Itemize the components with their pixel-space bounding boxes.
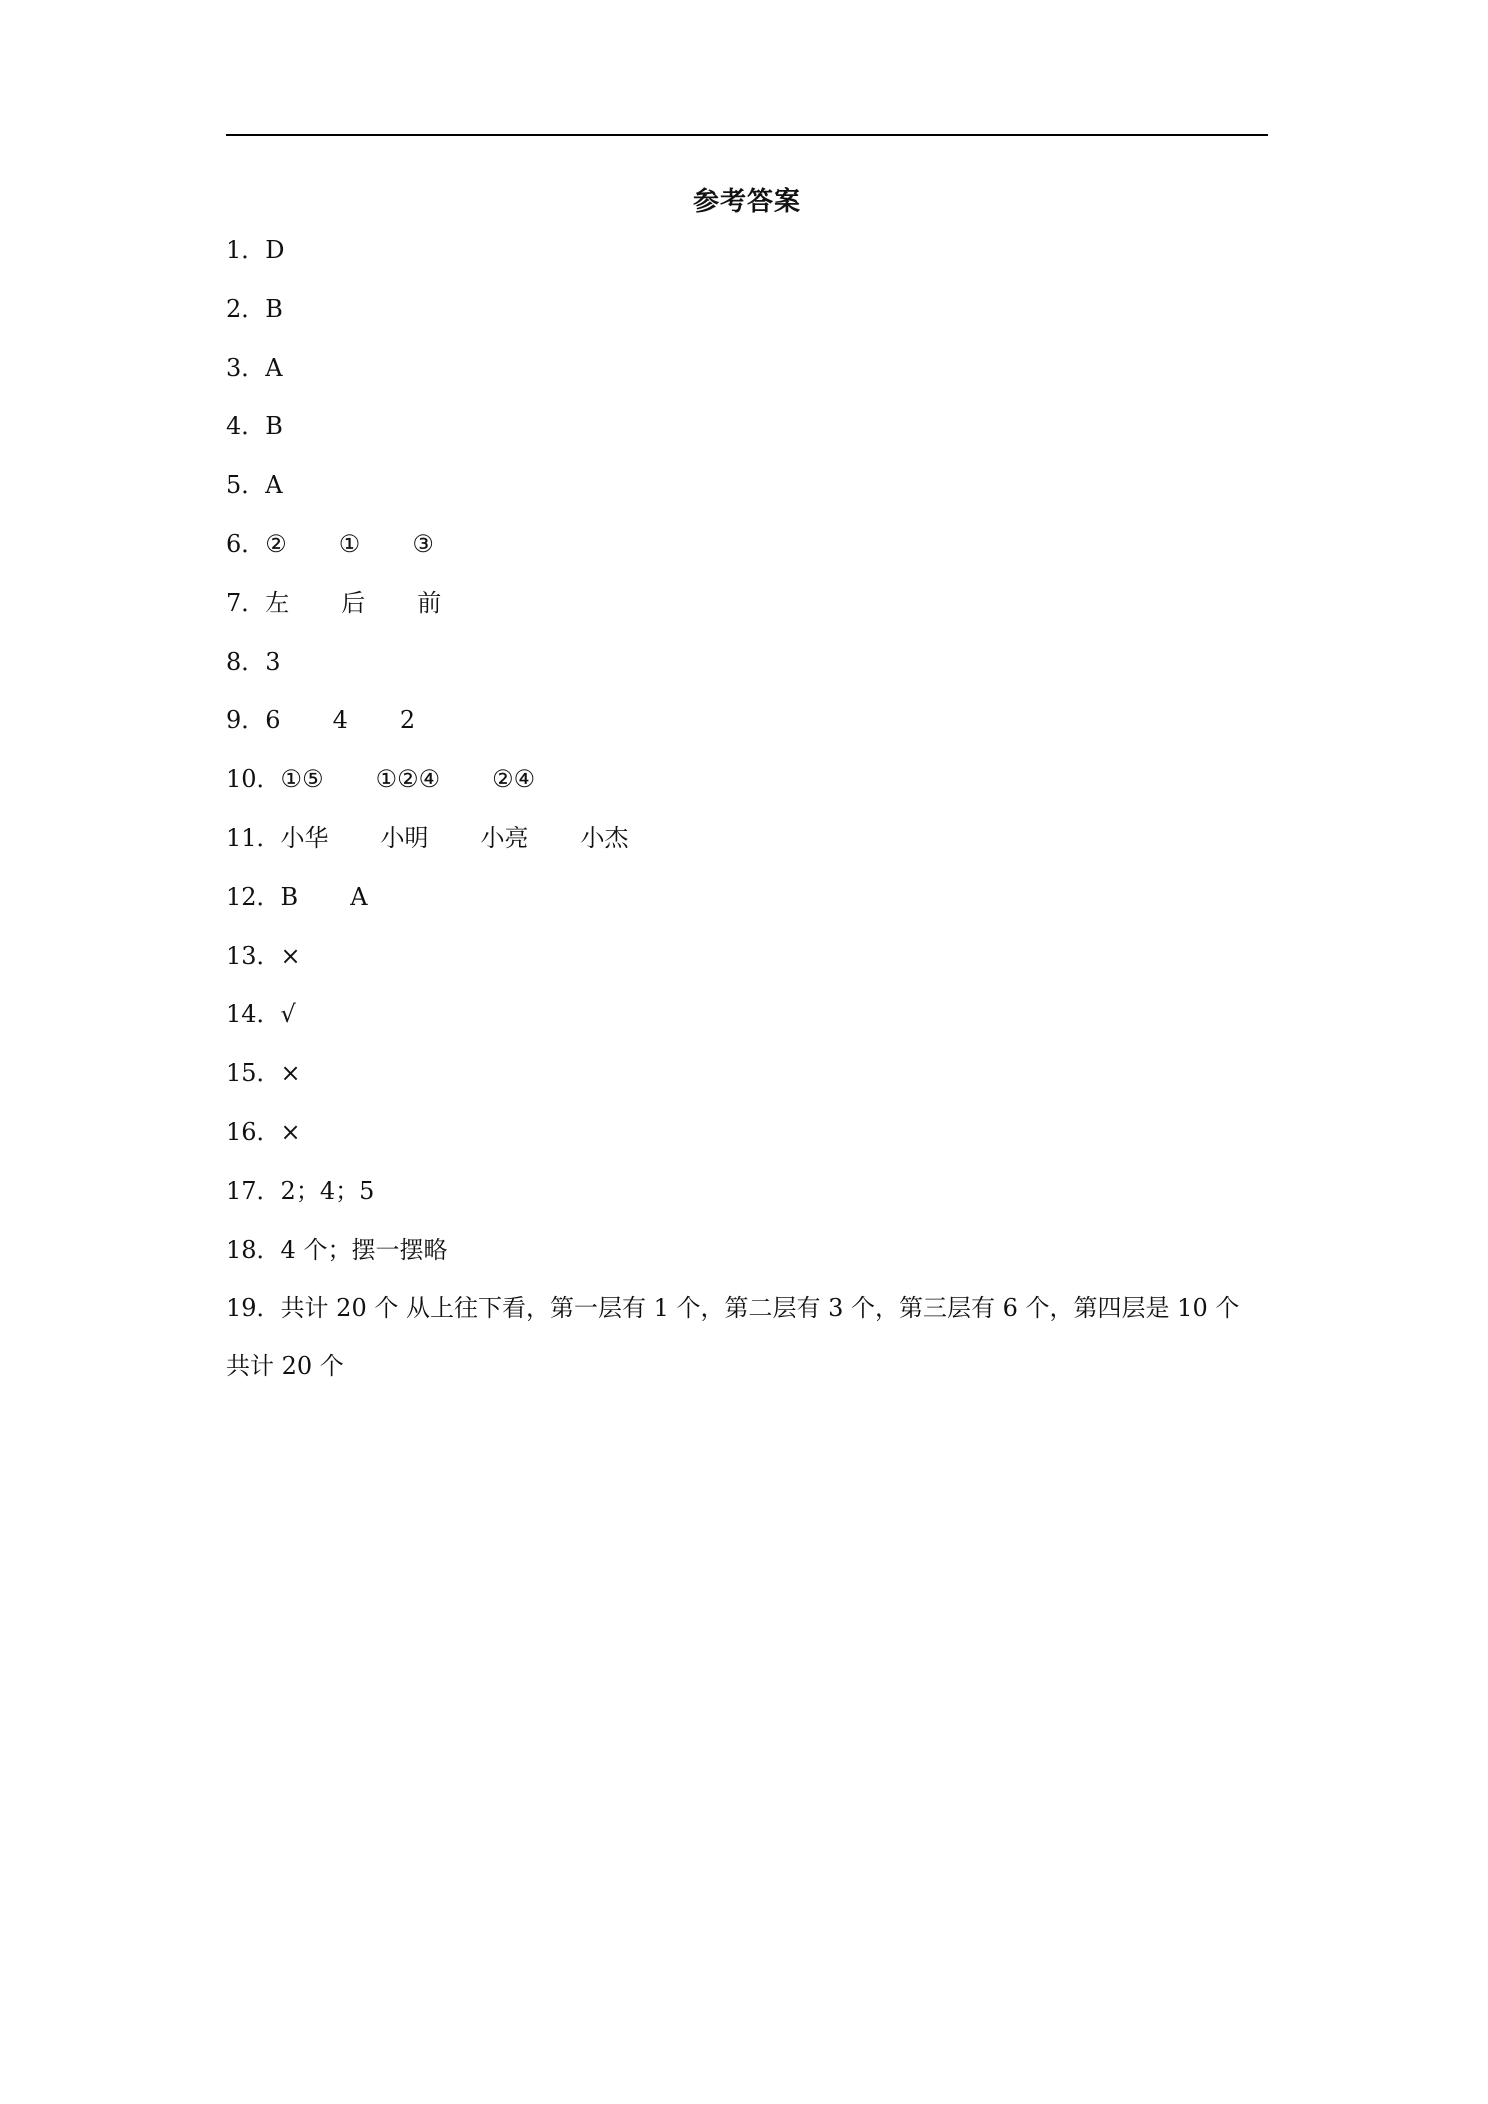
answer-value: B bbox=[265, 294, 283, 323]
answer-row-1 bbox=[226, 232, 1268, 291]
page-title: 参考答案 bbox=[692, 187, 801, 217]
answer-value: 4 bbox=[332, 706, 348, 735]
answer-row-19 bbox=[226, 1279, 1268, 1395]
answer-number: 15． bbox=[226, 1059, 281, 1088]
answer-row-14 bbox=[226, 996, 1268, 1055]
answer-number: 12． bbox=[226, 882, 281, 911]
answer-value: D bbox=[265, 236, 285, 264]
answer-row-13 bbox=[226, 938, 1268, 997]
answer-row-12 bbox=[226, 879, 1268, 938]
answer-value: 后 bbox=[341, 588, 366, 617]
answer-value: 共计 20 个 从上往下看，第一层有 1 个，第二层有 3 个，第三层有 6 个，第四层是 10 个 共计 20 个 bbox=[226, 1294, 1240, 1381]
answer-row-11 bbox=[226, 820, 1268, 879]
answer-row-17 bbox=[226, 1173, 1268, 1232]
answer-number: 9． bbox=[226, 706, 266, 735]
answer-number: 2． bbox=[226, 294, 266, 323]
answer-value: ③ bbox=[412, 529, 434, 558]
answer-row-3 bbox=[226, 350, 1268, 409]
answer-row-6 bbox=[226, 526, 1268, 585]
header-rule bbox=[226, 134, 1268, 136]
answer-row-2 bbox=[226, 291, 1268, 350]
answer-value: × bbox=[280, 1117, 301, 1146]
answer-number: 6． bbox=[226, 529, 266, 558]
answer-value: 小明 bbox=[380, 823, 429, 852]
answer-value: ①⑤ bbox=[280, 765, 324, 794]
answer-row-5 bbox=[226, 467, 1268, 526]
answer-value: B bbox=[265, 412, 283, 441]
answer-number: 8． bbox=[226, 647, 266, 676]
answer-value: A bbox=[265, 353, 283, 382]
answer-value: 3 bbox=[265, 647, 281, 676]
answer-number: 3． bbox=[226, 353, 266, 382]
answer-row-4 bbox=[226, 408, 1268, 467]
answer-value: 小杰 bbox=[580, 823, 629, 852]
answer-number: 16． bbox=[226, 1117, 281, 1146]
answer-value: 小华 bbox=[280, 823, 329, 852]
answer-number: 5． bbox=[226, 471, 266, 500]
answer-value: A bbox=[350, 882, 368, 911]
answer-number: 19． bbox=[226, 1294, 281, 1323]
answer-value: √ bbox=[280, 1000, 296, 1029]
answer-value: 2 bbox=[399, 706, 416, 735]
answer-row-15 bbox=[226, 1055, 1268, 1114]
answer-row-16 bbox=[226, 1114, 1268, 1173]
answer-row-7 bbox=[226, 585, 1268, 644]
answer-number: 11． bbox=[226, 823, 281, 852]
answer-value: B bbox=[280, 882, 299, 911]
answer-value: × bbox=[280, 1059, 301, 1088]
answer-value: × bbox=[280, 941, 301, 970]
answer-row-10 bbox=[226, 761, 1268, 820]
answer-number: 13． bbox=[226, 941, 281, 970]
answer-number: 17． bbox=[226, 1176, 281, 1205]
answer-number: 4． bbox=[226, 412, 266, 441]
answer-row-9 bbox=[226, 702, 1268, 761]
answer-list bbox=[226, 232, 1268, 1395]
answer-value: ①②④ bbox=[375, 765, 441, 794]
answer-number: 14． bbox=[226, 1000, 281, 1029]
answer-value: ② bbox=[265, 529, 287, 558]
answer-value: A bbox=[265, 471, 283, 500]
answer-value: 2；4；5 bbox=[280, 1176, 375, 1205]
answer-value: ②④ bbox=[492, 765, 536, 794]
answer-value: 左 bbox=[265, 588, 290, 617]
answer-value: 6 bbox=[265, 706, 281, 735]
answer-value: 小亮 bbox=[480, 823, 529, 852]
answer-number: 7． bbox=[226, 588, 266, 617]
answer-value: 4 个；摆一摆略 bbox=[280, 1235, 448, 1264]
answer-number: 10． bbox=[226, 765, 281, 794]
answer-number: 1． bbox=[226, 236, 266, 264]
answer-number: 18． bbox=[226, 1235, 281, 1264]
answer-value: ① bbox=[338, 529, 361, 558]
answer-row-8 bbox=[226, 644, 1268, 703]
answer-value: 前 bbox=[417, 588, 442, 617]
